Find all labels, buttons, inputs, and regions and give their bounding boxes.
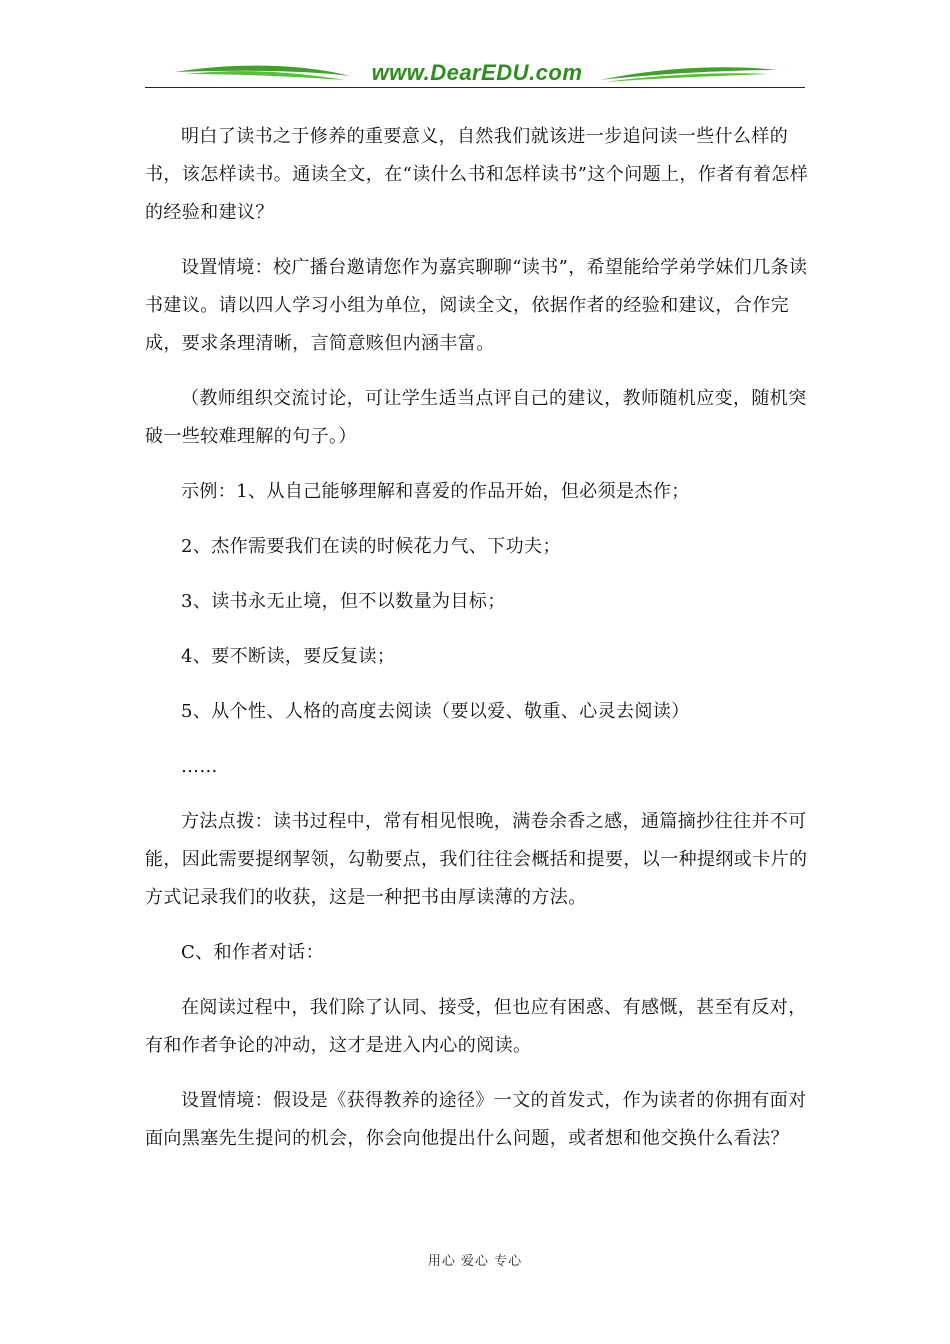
paragraph-scenario-1: 设置情境：校广播台邀请您作为嘉宾聊聊“读书”，希望能给学弟学妹们几条读书建议。请以四人学习小组为单位，阅读全文，依据作者的经验和建议，合作完成，要求条理清晰，言简意赅但内涵丰富。 — [145, 257, 808, 354]
list-item-3: 3、读书永无止境，但不以数量为目标； — [181, 591, 506, 612]
site-logo: www.DearEDU.com — [371, 60, 583, 85]
document-body — [145, 118, 810, 1175]
list-item-example: 示例：1、从自己能够理解和喜爱的作品开始，但必须是杰作； — [181, 481, 690, 502]
section-heading-c: C、和作者对话： — [181, 942, 324, 963]
page-footer: 用心 爱心 专心 — [427, 1254, 523, 1269]
header-divider — [145, 87, 805, 88]
paragraph-intro: 明白了读书之于修养的重要意义，自然我们就该进一步追问读一些什么样的书，该怎样读书。通读全文，在“读什么书和怎样读书”这个问题上，作者有着怎样的经验和建议？ — [145, 126, 809, 223]
ellipsis: …… — [181, 756, 218, 777]
list-item-5: 5、从个性、人格的高度去阅读（要以爱、敬重、心灵去阅读） — [181, 701, 690, 722]
paragraph-dialogue: 在阅读过程中，我们除了认同、接受，但也应有困惑、有感慨，甚至有反对，有和作者争论的冲动，这才是进入内心的阅读。 — [145, 997, 807, 1056]
paragraph-scenario-2: 设置情境：假设是《获得教养的途径》一文的首发式，作为读者的你拥有面对面向黑塞先生提问的机会，你会向他提出什么问题，或者想和他交换什么看法？ — [145, 1090, 807, 1149]
paragraph-method: 方法点拨：读书过程中，常有相见恨晚，满卷余香之感，通篇摘抄往往并不可能，因此需要提纲挈领，勾勒要点，我们往往会概括和提要，以一种提纲或卡片的方式记录我们的收获，这是一种把书由厚读薄的方法。 — [145, 811, 808, 908]
list-item-4: 4、要不断读，要反复读； — [181, 646, 396, 667]
paragraph-teacher-note: （教师组织交流讨论，可让学生适当点评自己的建议，教师随机应变，随机突破一些较难理解的句子。） — [145, 388, 807, 447]
list-item-2: 2、杰作需要我们在读的时候花力气、下功夫； — [181, 536, 561, 557]
